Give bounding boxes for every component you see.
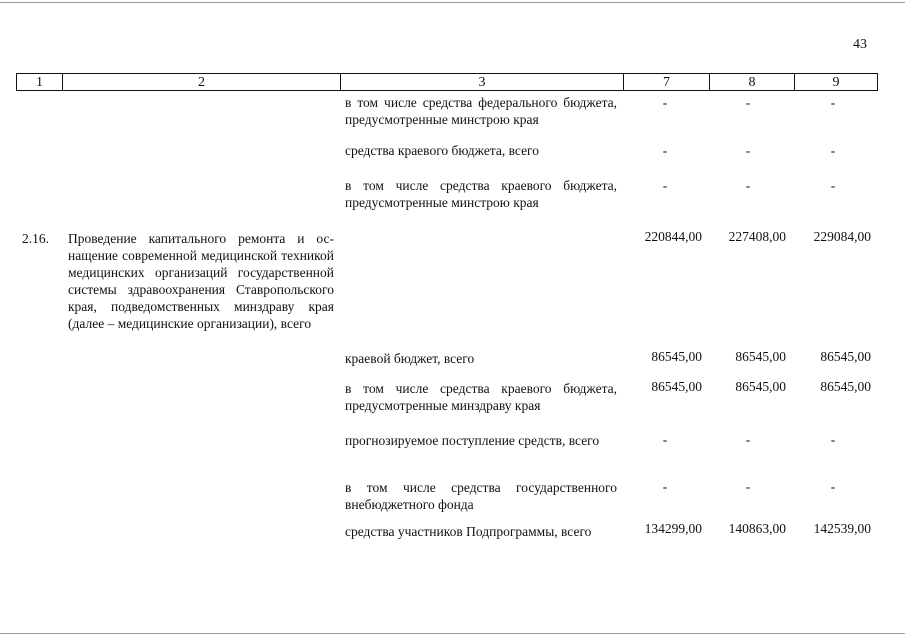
row-1-value-7: - <box>662 143 668 158</box>
row-0-value-8: - <box>745 95 751 110</box>
row-7-value-7: - <box>662 479 668 494</box>
row-6-value-7: - <box>662 432 668 447</box>
row-0-value-9: - <box>830 95 836 110</box>
row-1-source: средства краевого бюджета, всего <box>345 143 540 158</box>
row-7-value-8: - <box>745 479 751 494</box>
column-header-3: 3 <box>341 74 624 90</box>
row-4-value-7: 86545,00 <box>651 349 702 364</box>
row-2-source: в том числе средства краевого бюджета, предусмотренные минстрою края <box>345 178 617 210</box>
column-header-row <box>16 73 878 91</box>
row-3-value-9: 229084,00 <box>813 229 871 244</box>
row-6-source: прогнозируемое поступление средств, всего <box>345 433 600 448</box>
row-8-value-9: 142539,00 <box>813 521 871 536</box>
row-0-value-7: - <box>662 95 668 110</box>
column-header-1: 1 <box>17 74 63 90</box>
row-6-value-8: - <box>745 432 751 447</box>
row-7-value-9: - <box>830 479 836 494</box>
row-2-value-8: - <box>745 178 751 193</box>
row-5-value-9: 86545,00 <box>820 379 871 394</box>
row-3-value-7: 220844,00 <box>644 229 702 244</box>
row-8-source: средства участников Подпрограммы, всего <box>345 524 592 539</box>
row-5-value-8: 86545,00 <box>735 379 786 394</box>
row-4-value-9: 86545,00 <box>820 349 871 364</box>
row-4-source: краевой бюджет, всего <box>345 351 475 366</box>
row-7-source: в том числе средства государственного внебюджетного фонда <box>345 480 617 512</box>
row-1-value-9: - <box>830 143 836 158</box>
row-1-value-8: - <box>745 143 751 158</box>
column-header-8: 8 <box>710 74 795 90</box>
column-header-2: 2 <box>63 74 341 90</box>
row-3-value-8: 227408,00 <box>728 229 786 244</box>
page-number: 43 <box>853 37 867 52</box>
row-2-value-7: - <box>662 178 668 193</box>
row-5-value-7: 86545,00 <box>651 379 702 394</box>
top-scan-edge <box>0 2 905 3</box>
row-4-value-8: 86545,00 <box>735 349 786 364</box>
column-header-7: 7 <box>624 74 710 90</box>
row-3-number: 2.16. <box>22 231 49 246</box>
row-8-value-7: 134299,00 <box>644 521 702 536</box>
column-header-9: 9 <box>832 75 840 90</box>
row-6-value-9: - <box>830 432 836 447</box>
row-0-source: в том числе средства федерального бюджета, предусмотренные минстрою края <box>345 95 617 127</box>
row-2-value-9: - <box>830 178 836 193</box>
row-3-description: Проведение капитального ремонта и оснащение современной медицинской техникой медицинских организаций государственной системы здравоохранения Ставропольского края, подведомственных минздраву края (далее – медицинские организации), всего <box>68 231 334 331</box>
bottom-scan-edge <box>0 633 905 634</box>
row-5-source: в том числе средства краевого бюджета, предусмотренные минздраву края <box>345 381 617 413</box>
row-8-value-8: 140863,00 <box>728 521 786 536</box>
